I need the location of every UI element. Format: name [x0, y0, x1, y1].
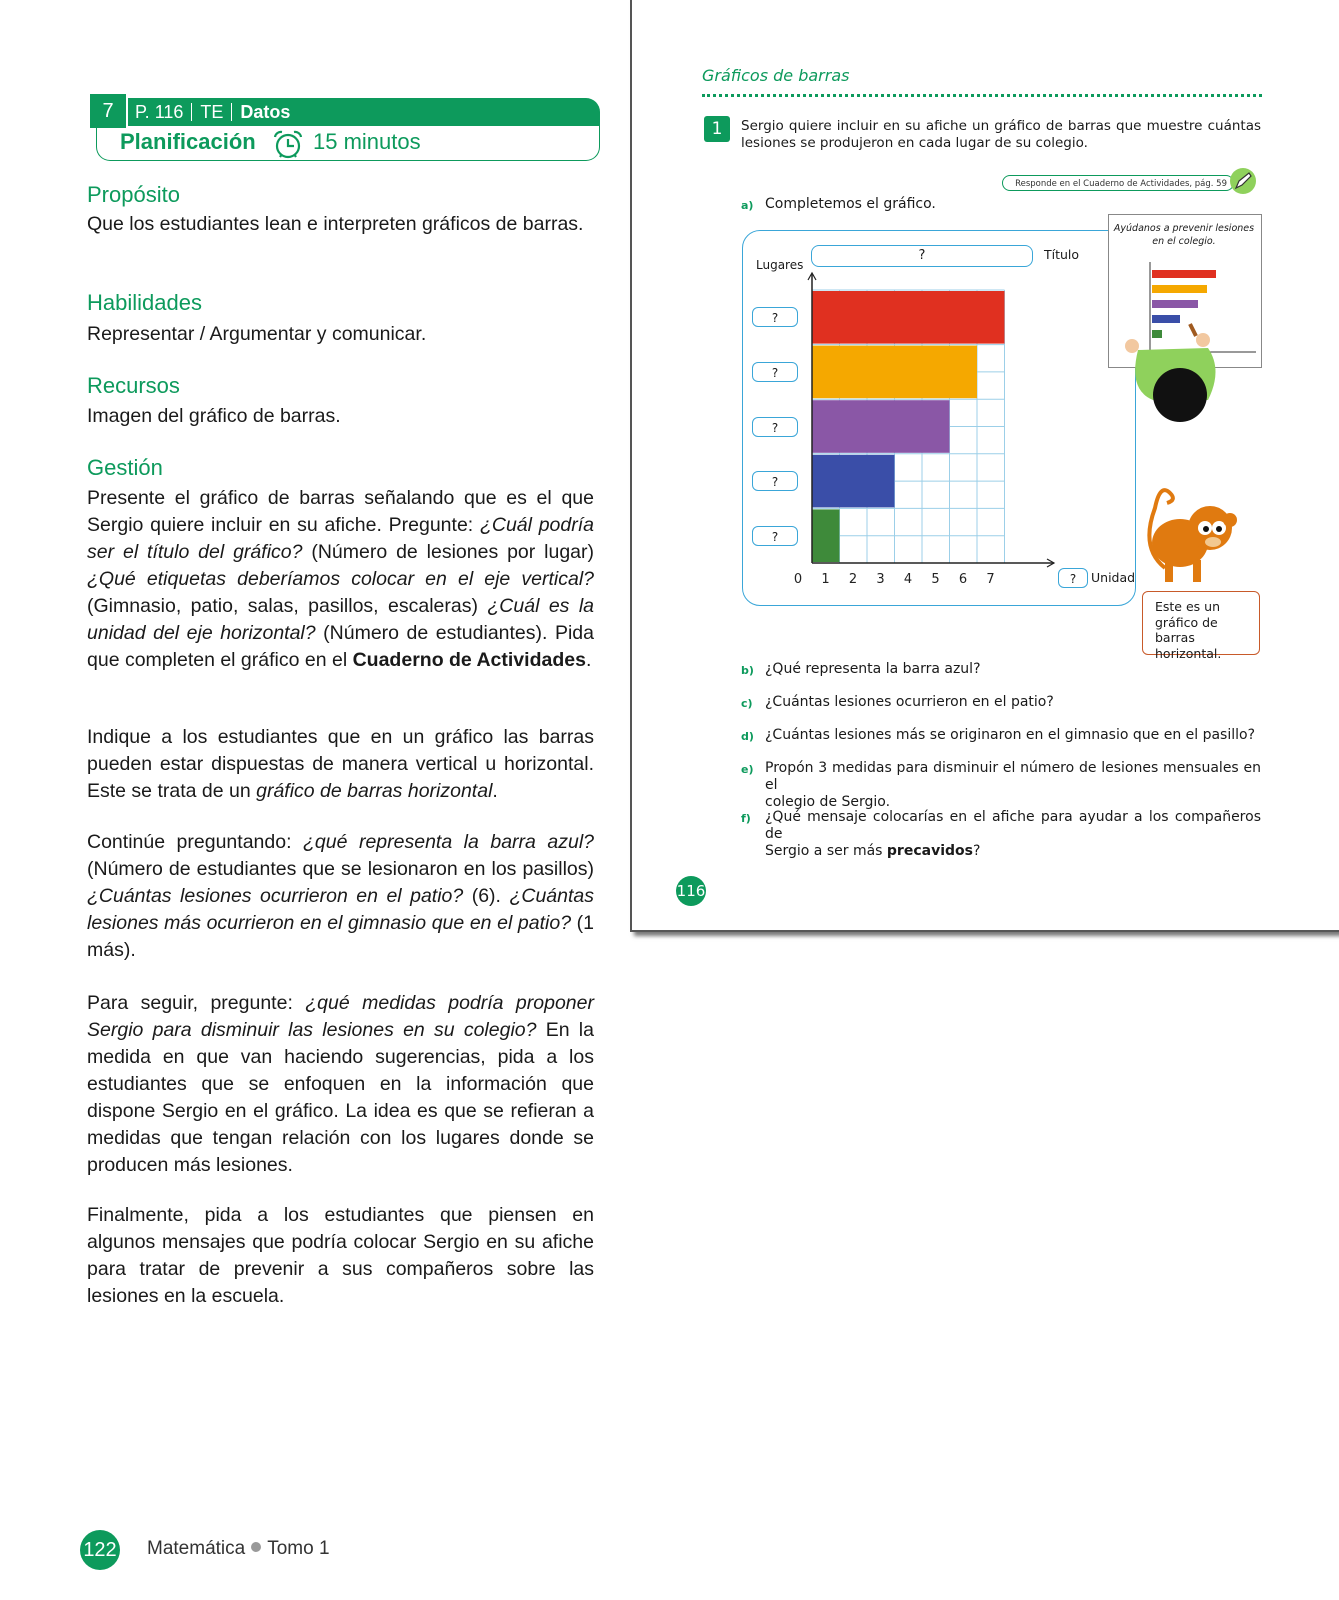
respond-note: Responde en el Cuaderno de Actividades, pág. 59: [1002, 175, 1234, 191]
category-label-input[interactable]: ?: [752, 417, 798, 437]
section-title-proposito: Propósito: [87, 182, 180, 207]
pencil-icon: [1230, 168, 1256, 194]
item-c-label: c): [741, 697, 753, 710]
poster-text: Ayúdanos a prevenir lesiones en el colegio.: [1113, 223, 1255, 247]
x-axis-label: Unidad: [1091, 570, 1136, 585]
bar: [812, 400, 950, 453]
bar: [812, 509, 840, 562]
speech-bubble: Este es un gráfico de barras horizontal.: [1142, 591, 1260, 655]
x-tick-label: 0: [793, 572, 803, 587]
monkey-illustration: [1135, 468, 1250, 593]
section-title-gestion: Gestión: [87, 455, 163, 480]
x-tick-label: 3: [876, 572, 885, 587]
chart-title[interactable]: ?: [811, 245, 1033, 267]
kid-illustration: [1108, 250, 1260, 440]
item-d-label: d): [741, 730, 754, 743]
gestion-paragraph-5: Finalmente, pida a los estudiantes que piensen en algunos mensajes que podría colocar Sergio en su afiche para tratar de prevenir a sus compañeros sobre las lesiones en la escuela.: [87, 1204, 594, 1307]
page-number: 122: [80, 1530, 120, 1570]
gestion-paragraph-3: Continúe preguntando: ¿qué representa la barra azul? (Número de estudiantes que se lesionaron en los pasillos) ¿Cuántas lesiones ocurrieron en el patio? (6). ¿Cuántas lesiones más ocurrieron en el gimnasio que en el patio? (1 más).: [87, 831, 594, 961]
x-tick-label: 5: [931, 572, 940, 587]
x-tick-label: 7: [986, 572, 995, 587]
plan-title: Planificación: [120, 129, 256, 154]
item-c-text: ¿Cuántas lesiones ocurrieron en el patio?: [765, 694, 1054, 710]
y-axis-label: Lugares: [756, 258, 804, 272]
item-f-text: ¿Qué mensaje colocarías en el afiche para ayudar a los compañeros de Sergio a ser más precavidos?: [765, 809, 1261, 859]
gestion-paragraph-1: Presente el gráfico de barras señalando que es el que Sergio quiere incluir en su afiche. Pregunte: ¿Cuál podría ser el título del gráfico? (Número de lesiones por lugar) ¿Qué etiquetas deberíamos colocar en el eje vertical? (Gimnasio, patio, salas, pasillos, escaleras) ¿Cuál es la unidad del eje horizontal? (Número de estudiantes). Pida que completen el gráfico en el Cuaderno de Actividades.: [87, 487, 595, 671]
bar-chart: [790, 270, 1070, 590]
alarm-clock-icon: [272, 130, 304, 160]
type-label: TE: [200, 102, 224, 122]
plan-duration: 15 minutos: [313, 129, 421, 154]
category-label-input[interactable]: ?: [752, 307, 798, 327]
student-page-number: 116: [676, 876, 706, 906]
x-tick-label: 4: [903, 572, 913, 587]
x-tick-label: 2: [848, 572, 858, 587]
item-b-label: b): [741, 664, 754, 677]
item-e-label: e): [741, 763, 754, 776]
student-section-title: Gráficos de barras: [702, 66, 850, 85]
section-title-habilidades: Habilidades: [87, 290, 202, 315]
bar: [812, 346, 977, 399]
x-tick-label: 6: [958, 572, 968, 587]
header-info: [135, 100, 290, 124]
category-label-input[interactable]: ?: [752, 362, 798, 382]
footer-label: Matemática Tomo 1: [147, 1538, 330, 1559]
bar: [812, 455, 895, 508]
recursos-text: Imagen del gráfico de barras.: [87, 405, 341, 427]
gestion-paragraph-4: Para seguir, pregunte: ¿qué medidas podría proponer Sergio para disminuir las lesiones en su colegio? En la medida en que van haciendo sugerencias, pida a los estudiantes que se enfoquen en la información que dispone Sergio en el gráfico. La idea es que se refieran a medidas que tengan relación con los lugares donde se producen más lesiones.: [87, 992, 594, 1176]
category-label-input[interactable]: ?: [752, 526, 798, 546]
topic-label: Datos: [240, 102, 291, 122]
question-number: 1: [704, 116, 730, 142]
habilidades-text: Representar / Argumentar y comunicar.: [87, 323, 427, 345]
dotted-divider: [702, 94, 1262, 97]
item-d-text: ¿Cuántas lesiones más se originaron en el gimnasio que en el pasillo?: [765, 727, 1256, 743]
item-e-text: Propón 3 medidas para disminuir el número de lesiones mensuales en el colegio de Sergio.: [765, 760, 1261, 810]
lesson-number: 7: [88, 92, 128, 130]
item-b-text: ¿Qué representa la barra azul?: [765, 661, 981, 677]
question-text: Sergio quiere incluir en su afiche un gráfico de barras que muestre cuántas lesiones se produjeron en cada lugar de su colegio.: [741, 118, 1261, 151]
proposito-text: Que los estudiantes lean e interpreten gráficos de barras.: [87, 213, 584, 235]
category-label-input[interactable]: ?: [752, 471, 798, 491]
bar: [812, 291, 1005, 344]
section-title-recursos: Recursos: [87, 373, 180, 398]
x-tick-label: 1: [821, 572, 830, 587]
unit-input[interactable]: ?: [1058, 568, 1088, 588]
gestion-paragraph-2: Indique a los estudiantes que en un gráfico las barras pueden estar dispuestas de manera vertical u horizontal. Este se trata de un gráfico de barras horizontal.: [87, 726, 594, 802]
item-a-text: Completemos el gráfico.: [765, 196, 936, 212]
item-a-label: a): [741, 199, 754, 212]
title-label: Título: [1044, 247, 1080, 262]
item-f-label: f): [741, 812, 751, 825]
page-ref: P. 116: [135, 102, 184, 122]
